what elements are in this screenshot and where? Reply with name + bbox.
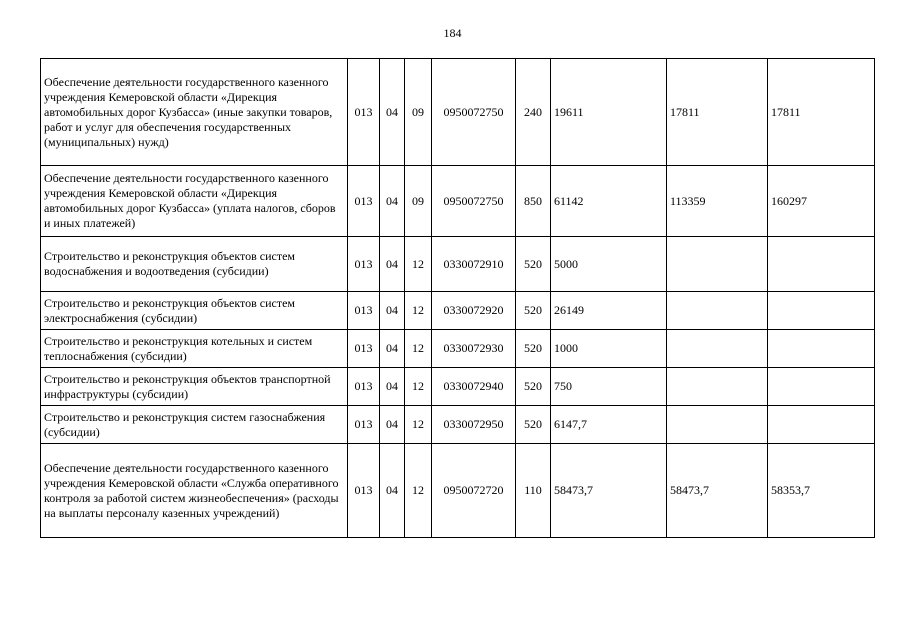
target-article: 0950072720: [432, 444, 516, 538]
amount-year-2: 17811: [667, 59, 768, 166]
amount-year-2: [667, 330, 768, 368]
subsection-code: 09: [405, 166, 432, 237]
row-name: Строительство и реконструкция объектов транспортной инфраструктуры (субсидии): [41, 368, 348, 406]
ministry-code: 013: [348, 330, 380, 368]
budget-table: [40, 58, 875, 538]
table-row: [41, 59, 875, 166]
subsection-code: 12: [405, 406, 432, 444]
amount-year-3: 17811: [768, 59, 875, 166]
amount-year-3: [768, 368, 875, 406]
amount-year-1: 19611: [551, 59, 667, 166]
expense-type: 520: [516, 330, 551, 368]
ministry-code: 013: [348, 237, 380, 292]
section-code: 04: [380, 292, 405, 330]
subsection-code: 12: [405, 444, 432, 538]
subsection-code: 09: [405, 59, 432, 166]
table-row: [41, 330, 875, 368]
section-code: 04: [380, 330, 405, 368]
section-code: 04: [380, 59, 405, 166]
amount-year-3: [768, 406, 875, 444]
ministry-code: 013: [348, 59, 380, 166]
section-code: 04: [380, 406, 405, 444]
amount-year-1: 26149: [551, 292, 667, 330]
amount-year-2: 113359: [667, 166, 768, 237]
row-name: Обеспечение деятельности государственного казенного учреждения Кемеровской области «Дирекция автомобильных дорог Кузбасса» (иные закупки товаров, работ и услуг для обеспечения государственных (муниципальных) нужд): [41, 59, 348, 166]
amount-year-1: 58473,7: [551, 444, 667, 538]
amount-year-2: [667, 237, 768, 292]
section-code: 04: [380, 444, 405, 538]
row-name: Строительство и реконструкция объектов систем водоснабжения и водоотведения (субсидии): [41, 237, 348, 292]
expense-type: 520: [516, 292, 551, 330]
expense-type: 240: [516, 59, 551, 166]
target-article: 0330072910: [432, 237, 516, 292]
section-code: 04: [380, 166, 405, 237]
subsection-code: 12: [405, 330, 432, 368]
amount-year-2: [667, 406, 768, 444]
amount-year-3: 58353,7: [768, 444, 875, 538]
table-row: [41, 166, 875, 237]
page-number: 184: [443, 26, 462, 40]
amount-year-2: 58473,7: [667, 444, 768, 538]
amount-year-3: [768, 330, 875, 368]
row-name: Обеспечение деятельности государственного казенного учреждения Кемеровской области «Дирекция автомобильных дорог Кузбасса» (уплата налогов, сборов и иных платежей): [41, 166, 348, 237]
table-row: [41, 368, 875, 406]
subsection-code: 12: [405, 292, 432, 330]
amount-year-1: 750: [551, 368, 667, 406]
amount-year-3: [768, 292, 875, 330]
amount-year-1: 61142: [551, 166, 667, 237]
ministry-code: 013: [348, 292, 380, 330]
expense-type: 520: [516, 406, 551, 444]
row-name: Обеспечение деятельности государственного казенного учреждения Кемеровской области «Служба оперативного контроля за работой систем жизнеобеспечения» (расходы на выплаты персоналу казенных учреждений): [41, 444, 348, 538]
amount-year-1: 5000: [551, 237, 667, 292]
row-name: Строительство и реконструкция котельных и систем теплоснабжения (субсидии): [41, 330, 348, 368]
subsection-code: 12: [405, 237, 432, 292]
amount-year-3: 160297: [768, 166, 875, 237]
expense-type: 520: [516, 237, 551, 292]
amount-year-3: [768, 237, 875, 292]
amount-year-1: 1000: [551, 330, 667, 368]
expense-type: 850: [516, 166, 551, 237]
target-article: 0330072950: [432, 406, 516, 444]
amount-year-2: [667, 368, 768, 406]
row-name: Строительство и реконструкция объектов систем электроснабжения (субсидии): [41, 292, 348, 330]
ministry-code: 013: [348, 166, 380, 237]
target-article: 0950072750: [432, 166, 516, 237]
section-code: 04: [380, 237, 405, 292]
expense-type: 520: [516, 368, 551, 406]
ministry-code: 013: [348, 444, 380, 538]
table-row: [41, 406, 875, 444]
row-name: Строительство и реконструкция систем газоснабжения (субсидии): [41, 406, 348, 444]
target-article: 0330072920: [432, 292, 516, 330]
ministry-code: 013: [348, 368, 380, 406]
amount-year-2: [667, 292, 768, 330]
table-row: [41, 444, 875, 538]
target-article: 0330072930: [432, 330, 516, 368]
table-row: [41, 292, 875, 330]
expense-type: 110: [516, 444, 551, 538]
target-article: 0330072940: [432, 368, 516, 406]
target-article: 0950072750: [432, 59, 516, 166]
amount-year-1: 6147,7: [551, 406, 667, 444]
ministry-code: 013: [348, 406, 380, 444]
subsection-code: 12: [405, 368, 432, 406]
table-row: [41, 237, 875, 292]
section-code: 04: [380, 368, 405, 406]
